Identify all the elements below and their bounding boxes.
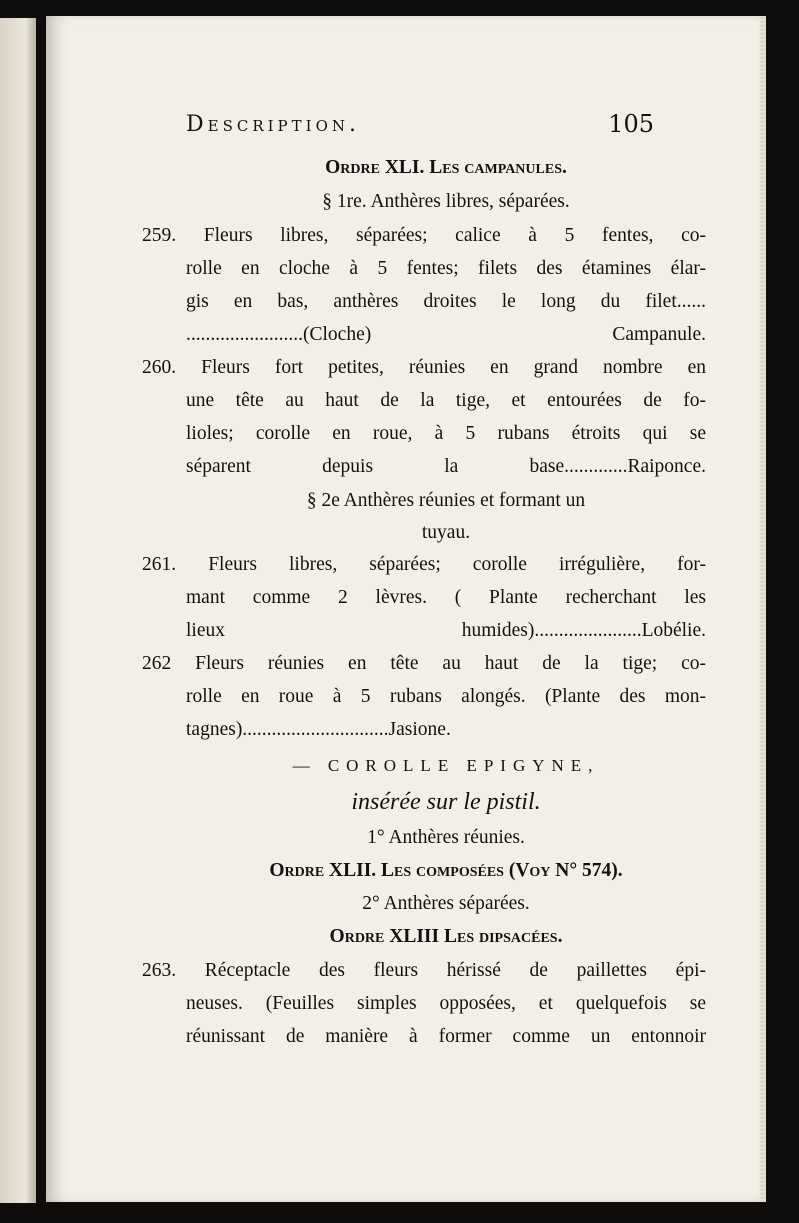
division-heading: — COROLLE EPIGYNE, xyxy=(292,756,600,775)
page-edge xyxy=(760,16,766,1202)
text-line: lioles; corolle en roue, à 5 rubans étroits qui se xyxy=(186,423,706,444)
section-heading: 2° Anthères séparées. xyxy=(362,893,530,914)
text-line: ........................(Cloche) Campanule. xyxy=(186,324,706,345)
division-subheading: insérée sur le pistil. xyxy=(351,789,541,815)
text-line: gis en bas, anthères droites le long du filet...... xyxy=(186,291,706,312)
text-line: mant comme 2 lèvres. ( Plante recherchant les xyxy=(186,587,706,608)
text-line: réunissant de manière à former comme un entonnoir xyxy=(186,1026,706,1047)
order-heading: Ordre XLII. Les composées (Voy N° 574). xyxy=(269,860,623,881)
running-header: Description. xyxy=(186,112,360,137)
order-heading: Ordre XLI. Les campanules. xyxy=(325,157,567,178)
text-line: 262 Fleurs réunies en tête au haut de la tige; co- xyxy=(142,653,706,674)
previous-page-edge xyxy=(0,18,36,1203)
text-line: tagnes)..............................Jasione. xyxy=(186,719,451,740)
text-line: 261. Fleurs libres, séparées; corolle irrégulière, for- xyxy=(142,554,706,575)
text-line: 259. Fleurs libres, séparées; calice à 5 fentes, co- xyxy=(142,225,706,246)
text-line: 263. Réceptacle des fleurs hérissé de paillettes épi- xyxy=(142,960,706,981)
text-line: rolle en cloche à 5 fentes; filets des étamines élar- xyxy=(186,258,706,279)
order-heading: Ordre XLIII Les dipsacées. xyxy=(329,926,563,947)
section-heading: 1° Anthères réunies. xyxy=(367,827,525,848)
page-number: 105 xyxy=(608,110,654,138)
text-line: lieux humides)......................Lobélie. xyxy=(186,620,706,641)
section-heading: tuyau. xyxy=(421,522,471,543)
text-line: séparent depuis la base.............Raiponce. xyxy=(186,456,706,477)
text-line: neuses. (Feuilles simples opposées, et quelquefois se xyxy=(186,993,706,1014)
book-page xyxy=(46,16,766,1202)
section-heading: § 1re. Anthères libres, séparées. xyxy=(322,191,570,212)
section-heading: § 2e Anthères réunies et formant un xyxy=(306,490,586,511)
text-line: rolle en roue à 5 rubans alongés. (Plante des mon- xyxy=(186,686,706,707)
text-line: une tête au haut de la tige, et entourées de fo- xyxy=(186,390,706,411)
text-line: 260. Fleurs fort petites, réunies en grand nombre en xyxy=(142,357,706,378)
